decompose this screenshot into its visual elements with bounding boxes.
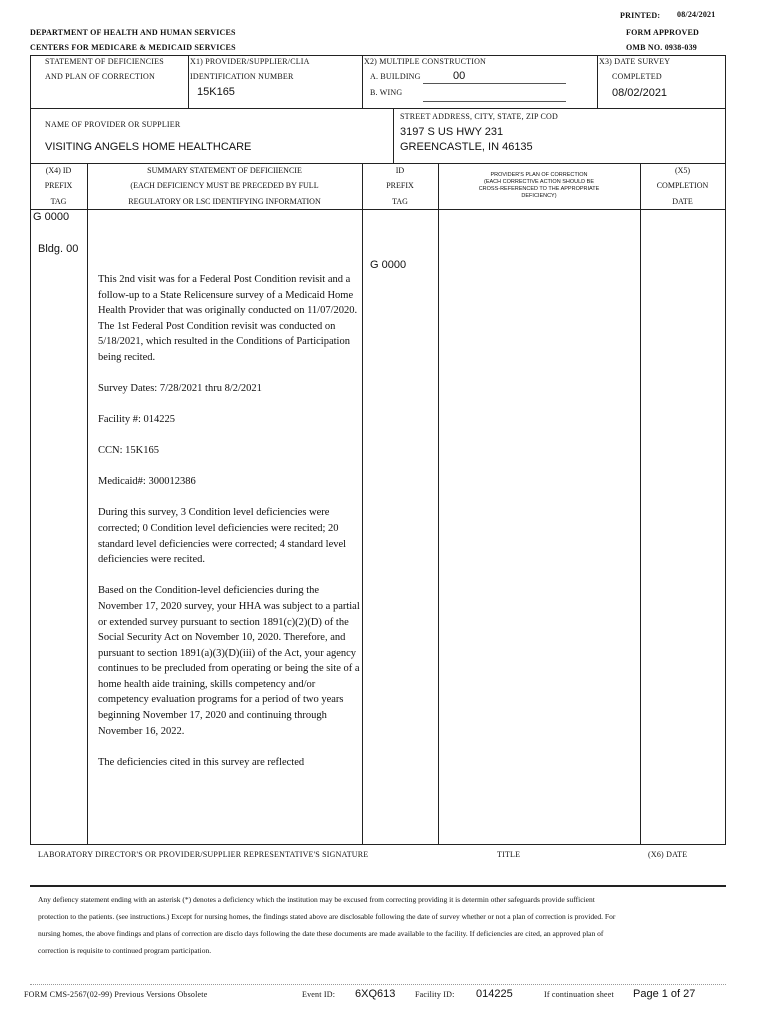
wing-label: B. WING [370,88,403,97]
summary-header-1: SUMMARY STATEMENT OF DEFICIIENCIE [147,166,302,175]
x3-label-2: COMPLETED [612,72,662,81]
form-approved: FORM APPROVED [626,28,700,37]
building-value: 00 [453,70,466,82]
x6-date-label: (X6) DATE [648,850,688,859]
paragraph-reflected: The deficiencies cited in this survey are reflected [98,756,305,768]
x5-header-3: DATE [672,197,693,206]
x3-label-1: X3) DATE SURVEY [599,57,671,66]
facility-id-value: 014225 [476,988,513,1000]
x4-header-1: (X4) ID [45,166,72,175]
x1-label-2: IDENTIFICATION NUMBER [190,72,294,81]
survey-date-value: 08/02/2021 [612,87,668,99]
paragraph-condition-level: Based on the Condition-level deficiencies during the November 17, 2020 survey, your HHA was subject to a partial or extended survey pursuant to section 1891(c)(2)(D) of the Social Security Act on November 10, 2020. Therefore, and pursuant to section 1891(a)(3)(D)(iii) of the Act, your agency continues to be precluded from operating or being the site of a home health aide training, skills competency and/or competency evaluation programs for a period of two years beginning November 17, 2020 and continuing through November 16, 2022. [98,585,360,737]
plan-header [438,172,640,200]
summary-header-3: REGULATORY OR LSC IDENTIFYING INFORMATION [128,197,321,206]
printed-date: 08/24/2021 [677,10,716,19]
statement-label-1: STATEMENT OF DEFICIENCIES [45,57,164,66]
tag-right: G 0000 [370,259,407,271]
plan-header-2: (EACH CORRECTIVE ACTION SHOULD BE [483,179,595,185]
centers-title: CENTERS FOR MEDICARE & MEDICAID SERVICES [30,43,236,52]
x1-label-1: X1) PROVIDER/SUPPLIER/CLIA [190,57,310,66]
form-number: FORM CMS-2567(02-99) Previous Versions Obsolete [24,990,208,999]
plan-header-4: DEFICIENCY) [521,193,557,199]
summary-header-2: (EACH DEFICIENCY MUST BE PRECEDED BY FULL [130,181,319,190]
statement-label-2: AND PLAN OF CORRECTION [45,72,155,81]
paragraph-survey-dates: Survey Dates: 7/28/2021 thru 8/2/2021 [98,383,262,395]
id-header-3: TAG [392,197,408,206]
x5-header-2: COMPLETION [656,181,709,190]
address-line-2: GREENCASTLE, IN 46135 [400,141,533,153]
x4-header-3: TAG [50,197,67,206]
paragraph-intro: This 2nd visit was for a Federal Post Condition revisit and a follow-up to a State Relicensure survey of a Medicaid Home Health Provider that was originally conducted on 11/07/2020. The 1st Federal Post Condition revisit was conducted on 5/18/2021, which resulted in the Conditions of Participation being recited. [98,274,358,363]
facility-id-label: Facility ID: [415,990,455,999]
plan-header-3: CROSS-REFERENCED TO THE APPROPRIATE [478,186,600,192]
x4-header-2: PREFIX [44,181,73,190]
signature-label: LABORATORY DIRECTOR'S OR PROVIDER/SUPPLIER REPRESENTATIVE'S SIGNATURE [38,850,369,859]
continuation-label: If continuation sheet [544,990,614,999]
page-number: Page 1 of 27 [633,988,696,1000]
event-id-value: 6XQ613 [355,988,396,1000]
building-tag: Bldg. 00 [38,243,79,255]
title-label: TITLE [497,850,521,859]
deficiency-text [98,272,360,786]
footnote-text: Any defiency statement ending with an asterisk (*) denotes a deficiency which the institution may be excused from correcting providing it is determin other safeguards provide sufficient protection to the patients. (see instructions.) Except for nursing homes, the findings stated above are disclosable following the date of survey whether or not a plan of correction is provided. For nursing homes, the above findings and plans of correction are disclo days following the date these documents are made available to the facility. If deficiencies are cited, an approved plan of correction is requisite to continued program participation. [38,895,616,955]
address-line-1: 3197 S US HWY 231 [400,126,504,138]
address-label: STREET ADDRESS, CITY, STATE, ZIP COD [400,112,558,121]
x2-label: X2) MULTIPLE CONSTRUCTION [364,57,487,66]
department-title: DEPARTMENT OF HEALTH AND HUMAN SERVICES [30,28,236,37]
provider-id-value: 15K165 [197,86,235,98]
provider-name-value: VISITING ANGELS HOME HEALTHCARE [45,141,252,153]
provider-name-label: NAME OF PROVIDER OR SUPPLIER [45,120,181,129]
omb-number: OMB NO. 0938-039 [626,43,697,52]
x5-header-1: (X5) [674,166,691,175]
tag-left: G 0000 [33,211,70,223]
paragraph-facility: Facility #: 014225 [98,414,175,426]
printed-label: PRINTED: [620,11,661,20]
paragraph-deficiency-counts: During this survey, 3 Condition level deficiencies were corrected; 0 Condition level deficiencies were recited; 20 standard level deficiencies were corrected; 4 standard level deficiencies were recited. [98,507,347,566]
id-header-1: ID [395,166,405,175]
paragraph-ccn: CCN: 15K165 [98,445,159,457]
id-header-2: PREFIX [386,181,414,190]
building-label: A. BUILDING [370,72,421,81]
plan-header-1: PROVIDER'S PLAN OF CORRECTION [490,172,588,178]
paragraph-medicaid: Medicaid#: 300012386 [98,476,196,488]
event-id-label: Event ID: [302,990,336,999]
